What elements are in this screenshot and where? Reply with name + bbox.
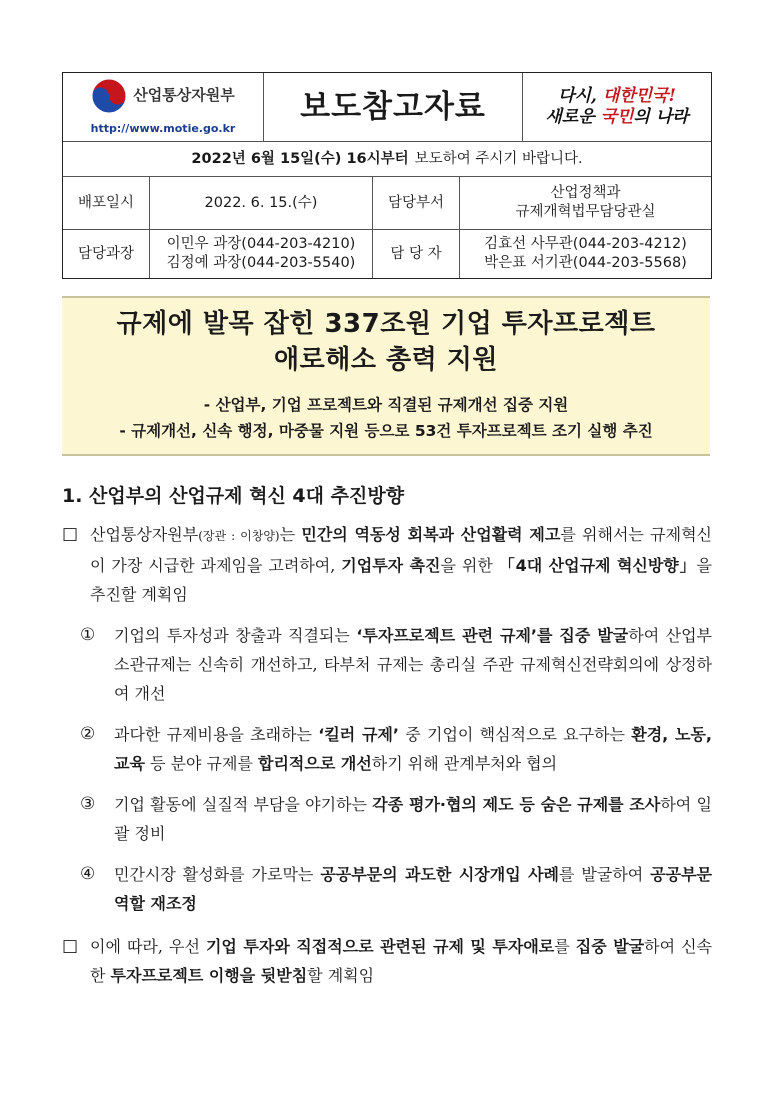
- embargo-text: 보도하여 주시기 바랍니다.: [414, 150, 583, 167]
- paragraph-1: [62, 520, 712, 609]
- headline-title-line2: 애로해소 총력 지원: [273, 345, 499, 375]
- item2-emphasis-3: 합리적으로 개선: [258, 754, 372, 773]
- embargo-time: 2022년 6월 15일(수) 16시부터: [191, 150, 409, 167]
- item-number: ④: [80, 864, 96, 884]
- slogan-line2-a: 새로운: [545, 107, 601, 127]
- item2-text-3: 중 기업이 핵심적으로 요구하는: [399, 725, 632, 744]
- ministry-logo: [63, 73, 264, 141]
- list-item: [80, 860, 712, 918]
- dept-line-1: 산업정책과: [550, 185, 621, 202]
- manager-label: 담당과장: [63, 230, 150, 278]
- p2-emphasis-3: 투자프로젝트 이행을 뒷받침: [110, 966, 308, 985]
- item-number: ①: [80, 625, 96, 645]
- doc-type-title: [264, 73, 523, 141]
- dept-value: [460, 177, 711, 229]
- item-number: ③: [80, 794, 96, 814]
- press-header-table: [62, 72, 712, 279]
- slogan-line2-b: 국민: [600, 107, 634, 127]
- headline-subtitle-2: - 규제개선, 신속 행정, 마중물 지원 등으로 53건 투자프로젝트 조기 실행 추진: [119, 422, 653, 440]
- section-title: 1. 산업부의 산업규제 혁신 4대 추진방향: [62, 485, 405, 507]
- item3-emphasis: 각종 평가·협의 제도 등 숨은 규제를 조사: [372, 795, 661, 814]
- dept-label: 담당부서: [373, 177, 460, 229]
- p1-emphasis-3: 「4대 산업규제 혁신방향」: [498, 556, 697, 575]
- p1-emphasis-2: 기업투자 촉진: [341, 556, 441, 575]
- government-slogan: [523, 73, 711, 141]
- dist-date-value: 2022. 6. 15.(수): [150, 177, 373, 229]
- p1-text-7: 을 위한: [440, 556, 499, 575]
- item3-text-3: 하여 일괄 정비: [114, 795, 712, 843]
- doc-type-label: 보도참고자료: [300, 88, 486, 125]
- manager-line-2: 김정예 과장(044-203-5540): [166, 255, 356, 271]
- item2-text-1: 과다한 규제비용을 초래하는: [114, 725, 319, 744]
- item-number: ②: [80, 724, 96, 744]
- slogan-line1-a: 다시,: [558, 85, 603, 106]
- p1-text-1: 산업통상자원부: [90, 525, 199, 544]
- p2-text-3: 를: [554, 937, 576, 956]
- paragraph-2: [62, 932, 712, 990]
- taegeuk-emblem-icon: [91, 78, 127, 114]
- ministry-name: 산업통상자원부: [133, 86, 235, 105]
- item1-emphasis: ‘투자프로젝트 관련 규제’를 집중 발굴: [356, 626, 629, 645]
- item1-text-1: 기업의 투자성과 창출과 직결되는: [114, 626, 357, 645]
- p1-text-3: 는: [279, 525, 302, 544]
- dept-line-2: 규제개혁법무담당관실: [515, 204, 656, 220]
- checkbox-bullet-icon: □: [62, 524, 79, 544]
- distribution-row: [63, 177, 711, 230]
- list-item: [80, 621, 712, 708]
- p2-text-7: 할 계획임: [307, 966, 375, 985]
- embargo-notice-row: [63, 142, 711, 177]
- p2-emphasis-1: 기업 투자와 직접적으로 관련된 규제 및 투자애로: [205, 937, 555, 956]
- p1-emphasis-1: 민간의 역동성 회복과 산업활력 제고: [301, 525, 561, 544]
- manager-value: [150, 230, 373, 278]
- embargo-notice: [63, 142, 711, 176]
- headline-subtitle-1: - 산업부, 기업 프로젝트와 직결된 규제개선 집중 지원: [203, 396, 569, 414]
- ministry-url-link[interactable]: http://www.motie.go.kr: [90, 121, 236, 135]
- slogan-line2-c: 의 나라: [633, 107, 689, 127]
- item4-text-3: 를 발굴하여: [559, 865, 651, 884]
- body-content: [62, 520, 712, 990]
- item2-emphasis-1: ‘킬러 규제’: [318, 725, 399, 744]
- contact-row: [63, 230, 711, 278]
- p2-text-5: 하여 신속한: [90, 937, 712, 985]
- p1-text-5: 를 위해서는 규제혁신이 가장 시급한 과제임을 고려하여,: [90, 525, 712, 575]
- item2-text-5: 등 분야 규제를: [144, 754, 259, 773]
- staff-value: [460, 230, 711, 278]
- item1-text-3: 하여 산업부 소관규제는 신속히 개선하고, 타부처 규제는 총리실 주관 규제혁신전략회의에 상정하여 개선: [114, 626, 713, 703]
- list-item: [80, 790, 712, 848]
- staff-label: 담 당 자: [373, 230, 460, 278]
- headline-title-line1: 규제에 발목 잡힌 337조원 기업 투자프로젝트: [116, 309, 656, 339]
- headline-box: [62, 296, 710, 456]
- item3-text-1: 기업 활동에 실질적 부담을 야기하는: [114, 795, 373, 814]
- p1-minister: (장관 : 이창양): [198, 529, 280, 543]
- item4-emphasis-2: 공공부문 역할 재조정: [114, 865, 712, 913]
- p1-text-9: 을 추진할 계획임: [90, 556, 712, 604]
- dist-date-label: 배포일시: [63, 177, 150, 229]
- item2-emphasis-2: 환경, 노동, 교육: [114, 725, 712, 773]
- staff-line-2: 박은표 서기관(044-203-5568): [484, 255, 687, 271]
- item2-text-7: 하기 위해 관계부처와 협의: [371, 754, 558, 773]
- list-item: [80, 720, 712, 778]
- slogan-line1-b: 대한민국!: [602, 85, 676, 106]
- p2-emphasis-2: 집중 발굴: [575, 937, 645, 956]
- item4-emphasis-1: 공공부문의 과도한 시장개입 사례: [320, 865, 559, 884]
- header-top-row: [63, 73, 711, 142]
- p2-text-1: 이에 따라, 우선: [90, 937, 206, 956]
- checkbox-bullet-icon: □: [62, 936, 79, 956]
- item4-text-1: 민간시장 활성화를 가로막는: [114, 865, 321, 884]
- manager-line-1: 이민우 과장(044-203-4210): [166, 236, 356, 253]
- staff-line-1: 김효선 사무관(044-203-4212): [484, 236, 687, 253]
